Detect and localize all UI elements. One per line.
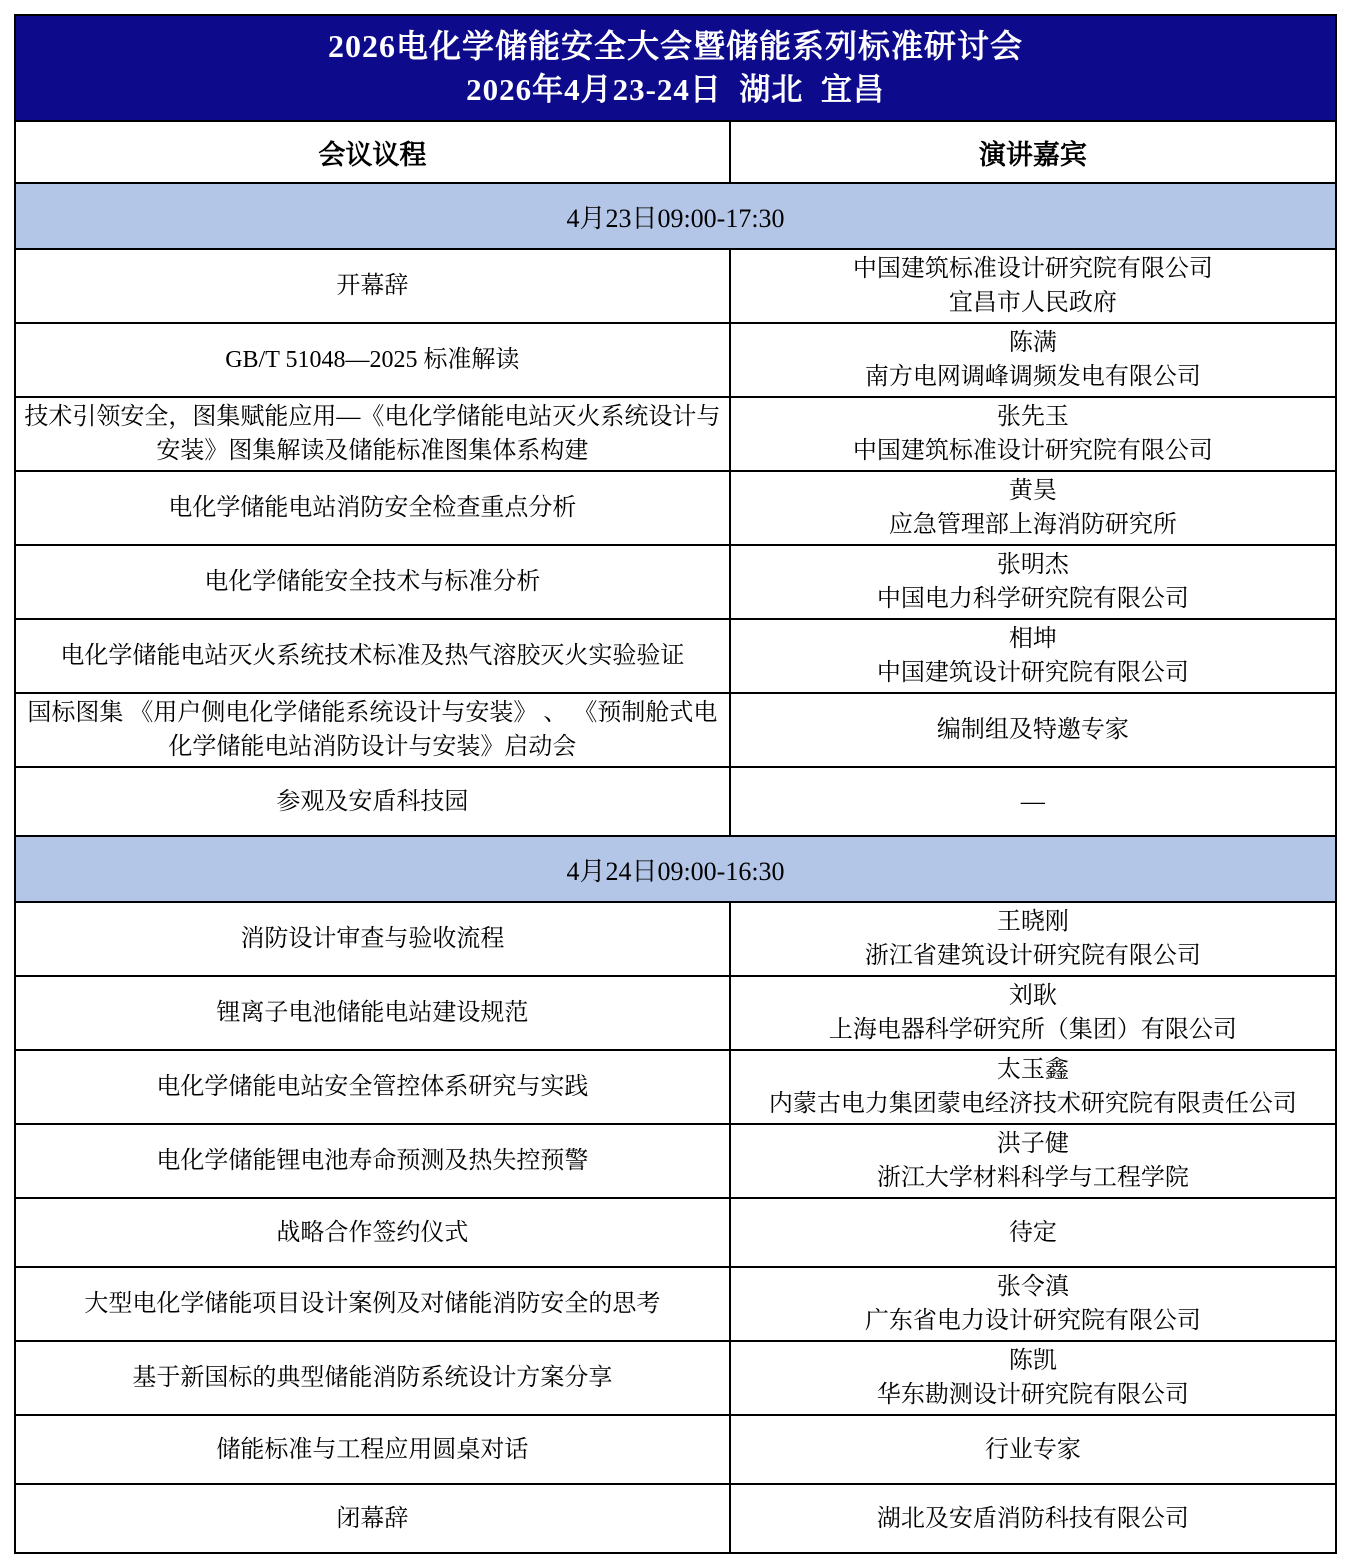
agenda-topic: 开幕辞 <box>15 249 730 323</box>
speaker-line: 南方电网调峰调频发电有限公司 <box>864 364 1201 390</box>
agenda-topic: 电化学储能电站灭火系统技术标准及热气溶胶灭火实验验证 <box>15 619 730 693</box>
speaker-line: 刘耿 <box>1008 983 1057 1009</box>
speaker-line: — <box>1020 788 1045 815</box>
conference-title: 2026电化学储能安全大会暨储能系列标准研讨会 <box>327 28 1023 65</box>
session-time: 4月23日09:00-17:30 <box>15 183 1336 249</box>
conference-agenda-table <box>14 14 1337 1554</box>
speaker-line: 应急管理部上海消防研究所 <box>888 512 1177 538</box>
agenda-row <box>15 902 1336 976</box>
speaker-cell <box>730 1124 1336 1198</box>
conference-title-row <box>15 15 1336 121</box>
speaker-line: 太玉鑫 <box>996 1057 1069 1083</box>
speaker-line: 陈满 <box>1008 330 1057 356</box>
speaker-line: 宜昌市人民政府 <box>948 290 1117 316</box>
column-header-row <box>15 121 1336 183</box>
agenda-row <box>15 619 1336 693</box>
speaker-line: 编制组及特邀专家 <box>936 717 1129 743</box>
agenda-row <box>15 1050 1336 1124</box>
speaker-line: 张明杰 <box>996 552 1069 578</box>
conference-title-cell <box>15 15 1336 121</box>
agenda-topic: 技术引领安全，图集赋能应用—《电化学储能电站灭火系统设计与安装》图集解读及储能标准图集体系构建 <box>15 397 730 471</box>
agenda-row <box>15 323 1336 397</box>
speaker-cell <box>730 767 1336 836</box>
agenda-row <box>15 545 1336 619</box>
agenda-topic: 战略合作签约仪式 <box>15 1198 730 1267</box>
speaker-line: 待定 <box>1008 1219 1057 1246</box>
agenda-row <box>15 1341 1336 1415</box>
agenda-row <box>15 249 1336 323</box>
agenda-topic: 国标图集 《用户侧电化学储能系统设计与安装》 、 《预制舱式电化学储能电站消防设计与安装》启动会 <box>15 693 730 767</box>
speaker-cell <box>730 471 1336 545</box>
speaker-line: 中国电力科学研究院有限公司 <box>876 586 1189 612</box>
session-band-row <box>15 183 1336 249</box>
speaker-line: 内蒙古电力集团蒙电经济技术研究院有限责任公司 <box>768 1091 1297 1117</box>
agenda-row <box>15 471 1336 545</box>
agenda-topic: 锂离子电池储能电站建设规范 <box>15 976 730 1050</box>
speaker-cell <box>730 249 1336 323</box>
speaker-line: 上海电器科学研究所（集团）有限公司 <box>828 1017 1237 1043</box>
speaker-line: 华东勘测设计研究院有限公司 <box>876 1382 1189 1408</box>
speaker-line: 浙江省建筑设计研究院有限公司 <box>864 943 1201 969</box>
speaker-line: 洪子健 <box>996 1131 1069 1157</box>
speaker-cell <box>730 545 1336 619</box>
agenda-topic: 闭幕辞 <box>15 1484 730 1553</box>
speaker-cell <box>730 693 1336 767</box>
speaker-line: 王晓刚 <box>996 909 1069 935</box>
agenda-topic: 电化学储能安全技术与标准分析 <box>15 545 730 619</box>
agenda-row <box>15 976 1336 1050</box>
agenda-row <box>15 1267 1336 1341</box>
column-header-agenda: 会议议程 <box>15 121 730 183</box>
speaker-line: 黄昊 <box>1008 478 1057 504</box>
speaker-line: 张令滇 <box>996 1274 1069 1300</box>
column-header-speaker: 演讲嘉宾 <box>730 121 1336 183</box>
agenda-topic: 电化学储能电站安全管控体系研究与实践 <box>15 1050 730 1124</box>
agenda-topic: 参观及安盾科技园 <box>15 767 730 836</box>
session-band-row <box>15 836 1336 902</box>
speaker-line: 浙江大学材料科学与工程学院 <box>876 1165 1189 1191</box>
agenda-row <box>15 1415 1336 1484</box>
speaker-cell <box>730 976 1336 1050</box>
speaker-cell <box>730 397 1336 471</box>
speaker-line: 湖北及安盾消防科技有限公司 <box>876 1505 1189 1532</box>
agenda-row <box>15 1484 1336 1553</box>
speaker-line: 张先玉 <box>996 404 1069 430</box>
agenda-row <box>15 1124 1336 1198</box>
agenda-topic: 大型电化学储能项目设计案例及对储能消防安全的思考 <box>15 1267 730 1341</box>
speaker-cell <box>730 1341 1336 1415</box>
speaker-line: 中国建筑设计研究院有限公司 <box>876 660 1189 686</box>
conference-date-location: 2026年4月23-24日 湖北 宜昌 <box>466 71 885 107</box>
agenda-topic: GB/T 51048—2025 标准解读 <box>15 323 730 397</box>
agenda-topic: 电化学储能电站消防安全检查重点分析 <box>15 471 730 545</box>
speaker-cell <box>730 902 1336 976</box>
agenda-topic: 基于新国标的典型储能消防系统设计方案分享 <box>15 1341 730 1415</box>
speaker-line: 中国建筑标准设计研究院有限公司 <box>852 438 1213 464</box>
agenda-table-body <box>15 183 1336 1553</box>
speaker-line: 陈凯 <box>1008 1348 1057 1374</box>
agenda-row <box>15 767 1336 836</box>
agenda-topic: 储能标准与工程应用圆桌对话 <box>15 1415 730 1484</box>
agenda-row <box>15 693 1336 767</box>
agenda-topic: 电化学储能锂电池寿命预测及热失控预警 <box>15 1124 730 1198</box>
speaker-line: 广东省电力设计研究院有限公司 <box>864 1308 1201 1334</box>
speaker-line: 中国建筑标准设计研究院有限公司 <box>852 256 1213 282</box>
agenda-row <box>15 397 1336 471</box>
speaker-cell <box>730 1484 1336 1553</box>
speaker-cell <box>730 1198 1336 1267</box>
speaker-line: 行业专家 <box>984 1436 1081 1463</box>
speaker-line: 相坤 <box>1008 626 1057 652</box>
speaker-cell <box>730 1415 1336 1484</box>
speaker-cell <box>730 1267 1336 1341</box>
session-time: 4月24日09:00-16:30 <box>15 836 1336 902</box>
agenda-topic: 消防设计审查与验收流程 <box>15 902 730 976</box>
speaker-cell <box>730 619 1336 693</box>
speaker-cell <box>730 1050 1336 1124</box>
speaker-cell <box>730 323 1336 397</box>
agenda-row <box>15 1198 1336 1267</box>
